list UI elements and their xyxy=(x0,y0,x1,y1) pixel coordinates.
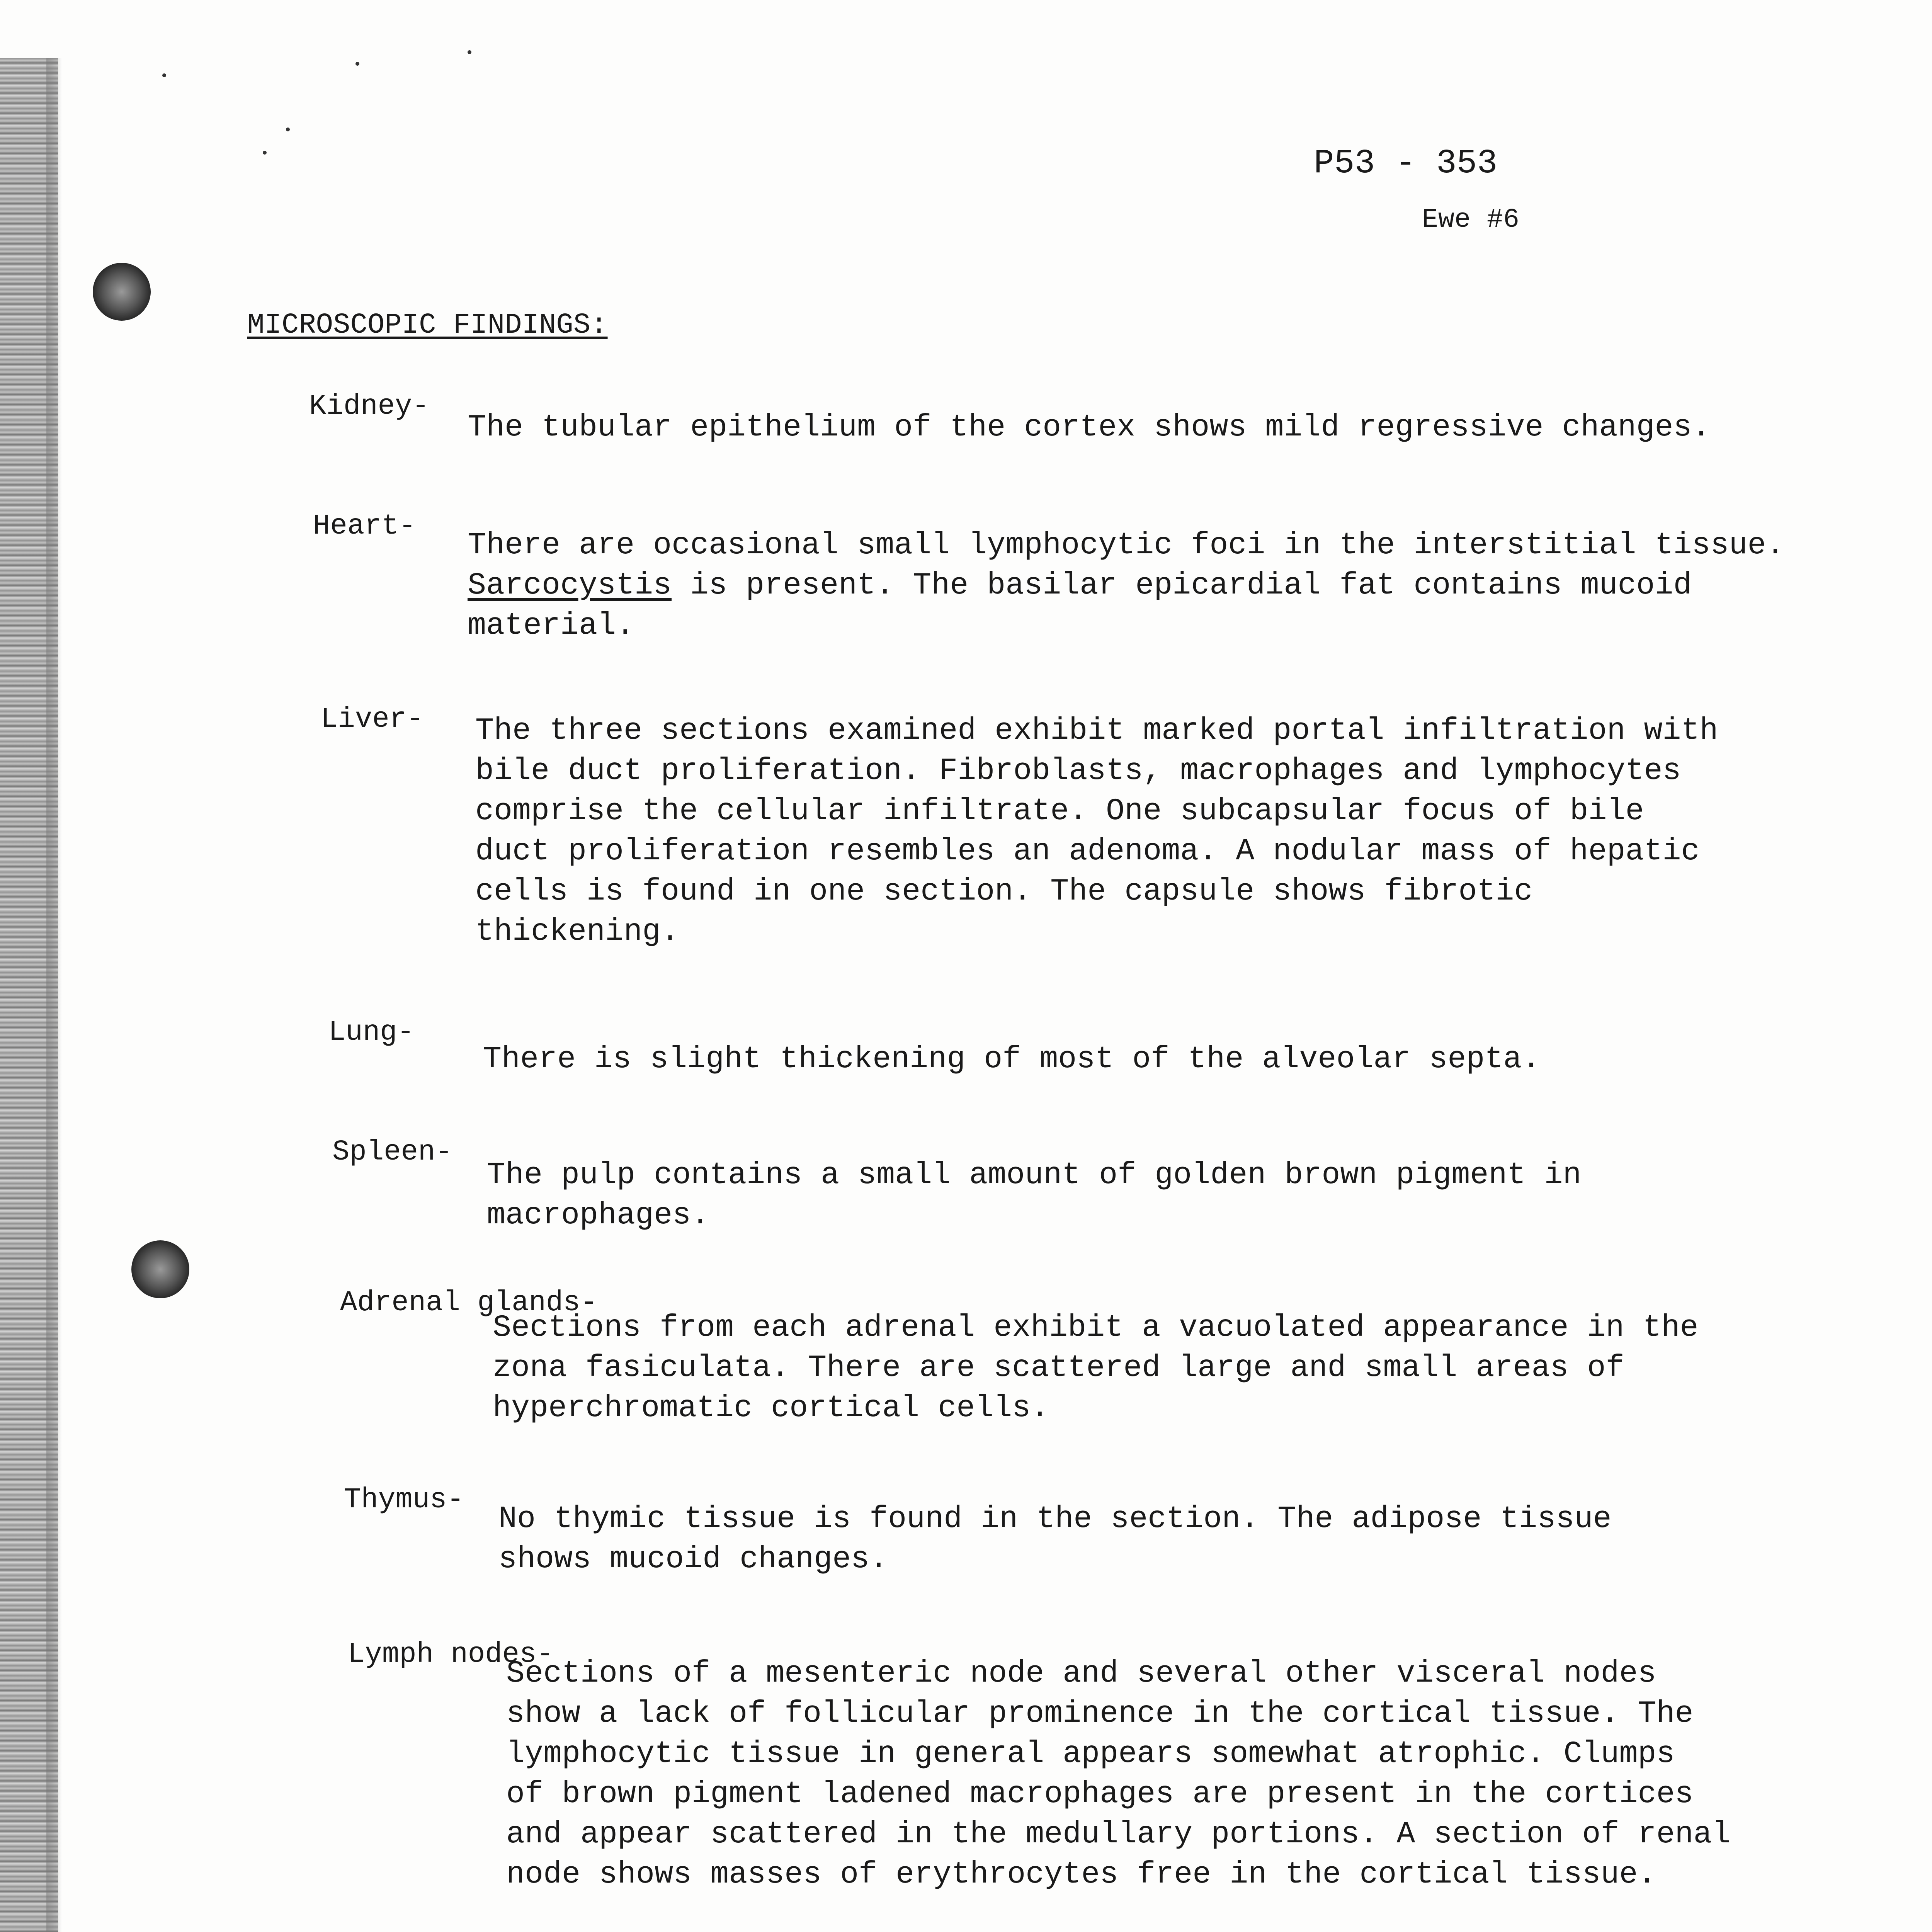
punch-hole-middle xyxy=(131,1240,189,1298)
subject-id: Ewe #6 xyxy=(1422,205,1520,235)
page-reference: P53 - 353 xyxy=(1314,145,1498,183)
finding-text: The three sections examined exhibit marked portal infiltration with bile duct proliferation. Fibroblasts, macrophages and lymphocytes comprise the cellular infiltrate. One subcapsular focus of bile duct proliferation resembles an adenoma. A nodular mass of hepatic cells is found in one section. The capsule shows fibrotic thickening. xyxy=(475,713,1718,949)
organ-label: Adrenal glands- xyxy=(340,1287,598,1319)
finding-text: Sections from each adrenal exhibit a vacuolated appearance in the zona fasiculata. There are scattered large and small areas of hyperchromatic cortical cells. xyxy=(493,1310,1699,1426)
scan-speck xyxy=(355,62,359,66)
finding-text: The tubular epithelium of the cortex shows mild regressive changes. xyxy=(468,410,1711,445)
organ-label: Thymus- xyxy=(344,1484,464,1516)
finding-text: The pulp contains a small amount of golden brown pigment in macrophages. xyxy=(487,1158,1582,1233)
section-heading: MICROSCOPIC FINDINGS: xyxy=(247,309,608,342)
finding-text: Sections of a mesenteric node and several other visceral nodes show a lack of follicular prominence in the cortical tissue. The lymphocytic tissue in general appears somewhat atrophic. Clumps of brown pigment ladened macrophages are present in the cortices and appear scattered in the medullary portions. A section of renal node shows masses of erythrocytes free in the cortical tissue. xyxy=(506,1656,1731,1892)
scan-speck xyxy=(263,151,267,155)
organ-label: Kidney- xyxy=(309,390,429,423)
organ-label: Lymph nodes- xyxy=(348,1638,554,1671)
finding-text: There are occasional small lymphocytic foci in the interstitial tissue. Sarcocystis is present. The basilar epicardial fat contains mucoid material. xyxy=(468,528,1785,643)
scan-speck xyxy=(468,50,471,54)
punch-hole-top xyxy=(93,263,151,321)
organ-label: Spleen- xyxy=(332,1136,452,1168)
finding-text: No thymic tissue is found in the section. The adipose tissue shows mucoid changes. xyxy=(498,1502,1612,1577)
organ-label: Liver- xyxy=(321,703,424,736)
emphasized-term: Sarcocystis xyxy=(468,568,672,603)
scan-edge-shadow xyxy=(46,58,62,1932)
scan-speck xyxy=(286,128,290,131)
scan-speck xyxy=(162,73,166,77)
organ-label: Heart- xyxy=(313,510,416,543)
organ-label: Lung- xyxy=(328,1016,415,1049)
finding-text: There is slight thickening of most of the alveolar septa. xyxy=(483,1042,1541,1077)
